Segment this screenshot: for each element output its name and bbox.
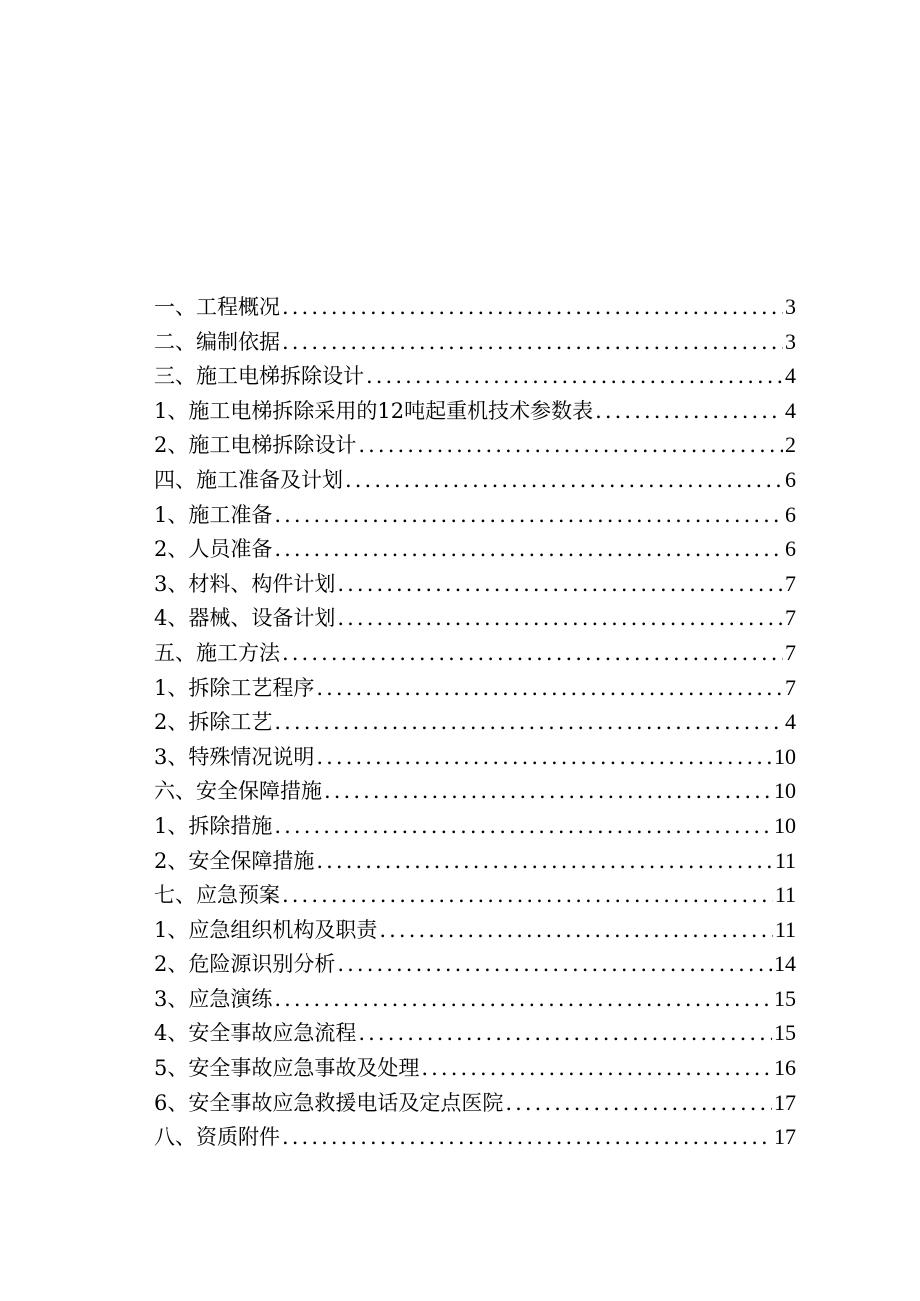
toc-entry[interactable] (154, 601, 796, 636)
toc-entry[interactable] (154, 498, 796, 533)
toc-entry-page-number: 7 (785, 639, 796, 665)
toc-entry-title: 二、编制依据 (154, 329, 280, 354)
toc-entry-title: 1、施工电梯拆除采用的12吨起重机技术参数表 (154, 398, 594, 423)
toc-entry-page-number: 4 (785, 363, 796, 389)
toc-entry-title: 4、器械、设备计划 (154, 606, 336, 631)
toc-entry-page-number: 3 (785, 294, 796, 319)
toc-entry[interactable] (154, 325, 796, 360)
toc-entry[interactable] (154, 636, 796, 671)
toc-entry-title: 6、安全事故应急救援电话及定点医院 (154, 1090, 504, 1115)
toc-entry-title: 1、拆除工艺程序 (154, 675, 315, 700)
toc-entry-title: 七、应急预案 (154, 883, 280, 908)
toc-entry[interactable] (154, 428, 796, 463)
toc-entry-title: 四、施工准备及计划 (154, 467, 343, 492)
toc-entry[interactable] (154, 532, 796, 567)
toc-entry[interactable] (154, 1086, 796, 1121)
toc-dot-leader (282, 1120, 772, 1155)
toc-entry-page-number: 4 (785, 397, 796, 423)
toc-entry-title: 5、安全事故应急事故及处理 (154, 1056, 420, 1081)
toc-dot-leader (282, 325, 783, 360)
toc-entry[interactable] (154, 1120, 796, 1155)
toc-entry-title: 3、应急演练 (154, 986, 273, 1011)
toc-entry-page-number: 14 (774, 951, 796, 977)
toc-entry[interactable] (154, 878, 796, 913)
toc-entry-page-number: 7 (785, 605, 796, 631)
toc-entry[interactable] (154, 705, 796, 740)
toc-dot-leader (274, 982, 772, 1017)
toc-entry-title: 2、安全保障措施 (154, 848, 315, 873)
toc-entry-page-number: 17 (774, 1089, 796, 1115)
toc-entry-page-number: 15 (774, 1020, 796, 1046)
toc-entry[interactable] (154, 844, 796, 879)
toc-entry-page-number: 7 (785, 570, 796, 596)
toc-entry-page-number: 4 (785, 709, 796, 735)
toc-entry-title: 1、施工准备 (154, 502, 273, 527)
toc-dot-leader (337, 947, 772, 982)
toc-entry-page-number: 11 (774, 916, 796, 942)
toc-entry[interactable] (154, 567, 796, 602)
toc-entry-title: 2、施工电梯拆除设计 (154, 433, 357, 458)
toc-entry-title: 3、材料、构件计划 (154, 571, 336, 596)
toc-dot-leader (282, 878, 773, 913)
toc-dot-leader (282, 636, 783, 671)
toc-dot-leader (282, 290, 783, 325)
toc-dot-leader (316, 740, 772, 775)
toc-dot-leader (345, 463, 783, 498)
toc-entry-page-number: 11 (774, 882, 796, 908)
toc-entry-page-number: 10 (774, 743, 796, 769)
toc-entry-page-number: 16 (774, 1055, 796, 1081)
toc-entry-title: 八、资质附件 (154, 1125, 280, 1150)
toc-entry[interactable] (154, 947, 796, 982)
toc-entry[interactable] (154, 774, 796, 809)
toc-entry-title: 2、拆除工艺 (154, 710, 273, 735)
toc-entry-page-number: 10 (774, 812, 796, 838)
toc-entry-page-number: 17 (774, 1124, 796, 1150)
toc-dot-leader (274, 532, 783, 567)
toc-entry-title: 1、拆除措施 (154, 813, 273, 838)
toc-dot-leader (274, 809, 772, 844)
toc-entry-page-number: 10 (774, 778, 796, 804)
table-of-contents (154, 290, 796, 1155)
toc-entry[interactable] (154, 913, 796, 948)
toc-entry[interactable] (154, 809, 796, 844)
toc-entry-page-number: 7 (785, 674, 796, 700)
toc-dot-leader (274, 498, 783, 533)
toc-dot-leader (316, 844, 772, 879)
toc-entry[interactable] (154, 982, 796, 1017)
toc-entry[interactable] (154, 740, 796, 775)
toc-dot-leader (421, 1051, 772, 1086)
toc-entry-page-number: 6 (785, 536, 796, 562)
toc-entry-title: 4、安全事故应急流程 (154, 1021, 357, 1046)
toc-entry-page-number: 2 (785, 432, 796, 458)
toc-dot-leader (366, 359, 783, 394)
toc-entry-page-number: 6 (785, 466, 796, 492)
toc-entry[interactable] (154, 1016, 796, 1051)
toc-dot-leader (337, 567, 783, 602)
toc-entry[interactable] (154, 1051, 796, 1086)
toc-dot-leader (379, 913, 772, 948)
toc-entry-page-number: 6 (785, 501, 796, 527)
toc-entry-page-number: 11 (774, 847, 796, 873)
toc-entry[interactable] (154, 359, 796, 394)
toc-entry-title: 2、危险源识别分析 (154, 952, 336, 977)
toc-dot-leader (337, 601, 783, 636)
toc-dot-leader (505, 1086, 772, 1121)
toc-entry[interactable] (154, 290, 796, 325)
toc-dot-leader (595, 394, 783, 429)
toc-dot-leader (274, 705, 783, 740)
toc-entry-title: 1、应急组织机构及职责 (154, 917, 378, 942)
toc-entry-title: 3、特殊情况说明 (154, 744, 315, 769)
toc-dot-leader (358, 1016, 772, 1051)
toc-dot-leader (358, 428, 783, 463)
toc-entry[interactable] (154, 671, 796, 706)
toc-entry-page-number: 15 (774, 985, 796, 1011)
toc-entry-title: 六、安全保障措施 (154, 779, 322, 804)
toc-entry-title: 2、人员准备 (154, 537, 273, 562)
toc-dot-leader (324, 774, 772, 809)
toc-entry-title: 一、工程概况 (154, 295, 280, 319)
toc-entry[interactable] (154, 463, 796, 498)
toc-entry[interactable] (154, 394, 796, 429)
toc-entry-title: 五、施工方法 (154, 640, 280, 665)
toc-dot-leader (316, 671, 783, 706)
toc-entry-page-number: 3 (785, 328, 796, 354)
toc-entry-title: 三、施工电梯拆除设计 (154, 364, 364, 389)
